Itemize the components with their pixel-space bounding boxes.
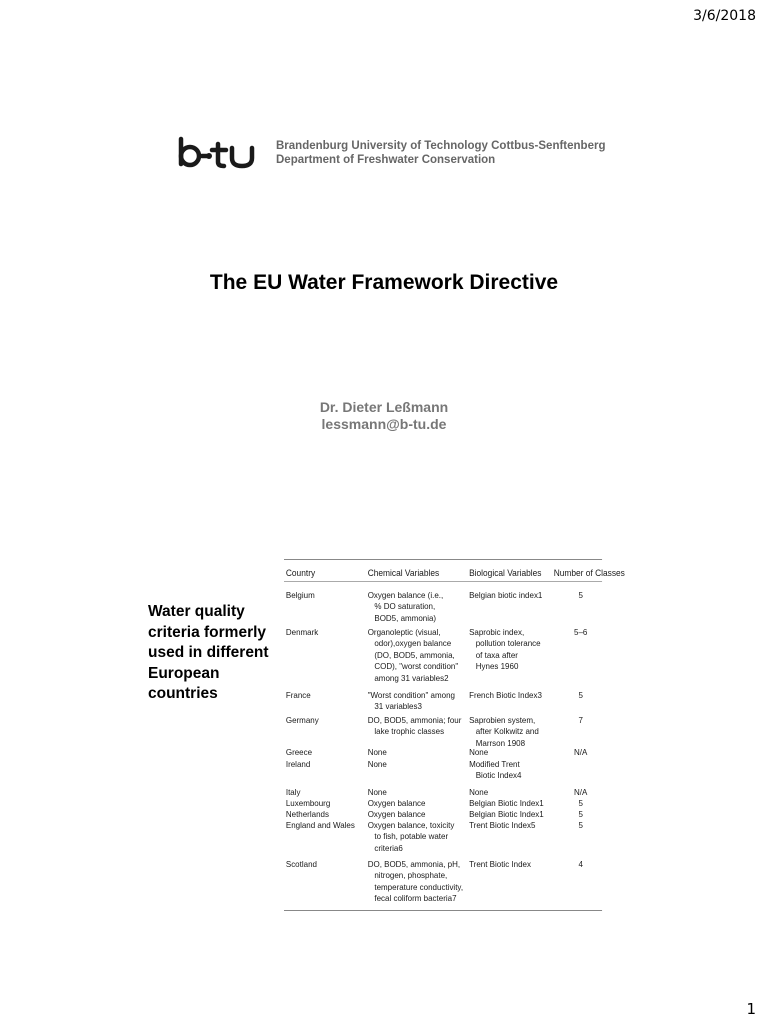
table-cell-classes: 5: [578, 820, 583, 830]
table-cell-chem: None: [367, 759, 387, 769]
table-cell-bio: Trent Biotic Index: [469, 859, 531, 869]
table-cell-classes: 5: [578, 809, 583, 819]
organization-line-2: Department of Freshwater Conservation: [276, 154, 496, 166]
table-cell-classes: 4: [578, 859, 583, 869]
table-cell-country: Germany: [285, 715, 319, 725]
table-cell-chem: Oxygen balance (i.e., % DO saturation, BOD5, ammonia): [367, 590, 444, 623]
page-number: 1: [746, 1000, 756, 1018]
author-email: lessmann@b-tu.de: [321, 416, 447, 432]
table-cell-chem: Oxygen balance: [367, 798, 426, 808]
table-cell-classes: 5: [578, 798, 583, 808]
table-caption: Water quality criteria formerly used in different European countries: [148, 603, 269, 702]
table-cell-classes: 7: [578, 715, 583, 725]
author-name: Dr. Dieter Leßmann: [319, 399, 449, 415]
column-header-chemical: Chemical Variables: [367, 568, 440, 578]
column-header-biological: Biological Variables: [469, 568, 542, 578]
column-header-country: Country: [285, 568, 316, 578]
water-quality-table: [284, 559, 625, 911]
table-cell-country: Scotland: [285, 859, 317, 869]
table-cell-bio: Trent Biotic Index5: [469, 820, 536, 830]
table-cell-classes: N/A: [574, 747, 588, 757]
table-cell-country: France: [285, 690, 311, 700]
table-cell-classes: 5: [578, 690, 583, 700]
table-cell-bio: Belgian biotic index1: [469, 590, 543, 600]
table-cell-bio: Saprobien system, after Kolkwitz and Marrson 1908: [469, 715, 539, 748]
btu-logo: [176, 134, 260, 174]
header-divider: [284, 581, 602, 582]
table-cell-country: Luxembourg: [285, 798, 331, 808]
table-cell-chem: Oxygen balance, toxicity to fish, potable water criteria6: [367, 820, 455, 853]
table-cell-bio: None: [469, 787, 489, 797]
table-cell-bio: French Biotic Index3: [469, 690, 542, 700]
column-header-classes: Number of Classes: [553, 568, 625, 578]
table-cell-country: Denmark: [285, 627, 319, 637]
organization-name: [276, 139, 605, 167]
author-block: [0, 399, 768, 433]
table-cell-chem: None: [367, 747, 387, 757]
table-cell-country: Ireland: [285, 759, 311, 769]
table-cell-classes: 5–6: [574, 627, 588, 637]
table-cell-country: Italy: [285, 787, 301, 797]
table-cell-chem: Oxygen balance: [367, 809, 426, 819]
table-cell-chem: "Worst condition" among 31 variables3: [367, 690, 455, 712]
table-cell-classes: N/A: [574, 787, 588, 797]
table-cell-chem: None: [367, 787, 387, 797]
organization-line-1: Brandenburg University of Technology Cottbus-Senftenberg: [276, 140, 606, 152]
table-cell-chem: DO, BOD5, ammonia; four lake trophic classes: [367, 715, 462, 737]
table-cell-country: Belgium: [285, 590, 315, 600]
table-cell-bio: Belgian Biotic Index1: [469, 798, 544, 808]
table-cell-country: England and Wales: [285, 820, 355, 830]
table-cell-bio: Saprobic index, pollution tolerance of taxa after Hynes 1960: [469, 627, 541, 672]
table-cell-classes: 5: [578, 590, 583, 600]
table-cell-bio: Belgian Biotic Index1: [469, 809, 544, 819]
slide-title: The EU Water Framework Directive: [209, 271, 559, 294]
table-cell-chem: Organoleptic (visual, odor),oxygen balance (DO, BOD5, ammonia, COD), "worst condition" among 31 variables2: [367, 627, 459, 683]
table-cell-country: Greece: [285, 747, 313, 757]
table-cell-chem: DO, BOD5, ammonia, pH, nitrogen, phosphate, temperature conductivity, fecal coliform bacteria7: [367, 859, 464, 904]
table-cell-bio: Modified Trent Biotic Index4: [469, 759, 522, 781]
slide-date: 3/6/2018: [693, 8, 756, 24]
table-cell-bio: None: [469, 747, 489, 757]
table-cell-country: Netherlands: [285, 809, 329, 819]
